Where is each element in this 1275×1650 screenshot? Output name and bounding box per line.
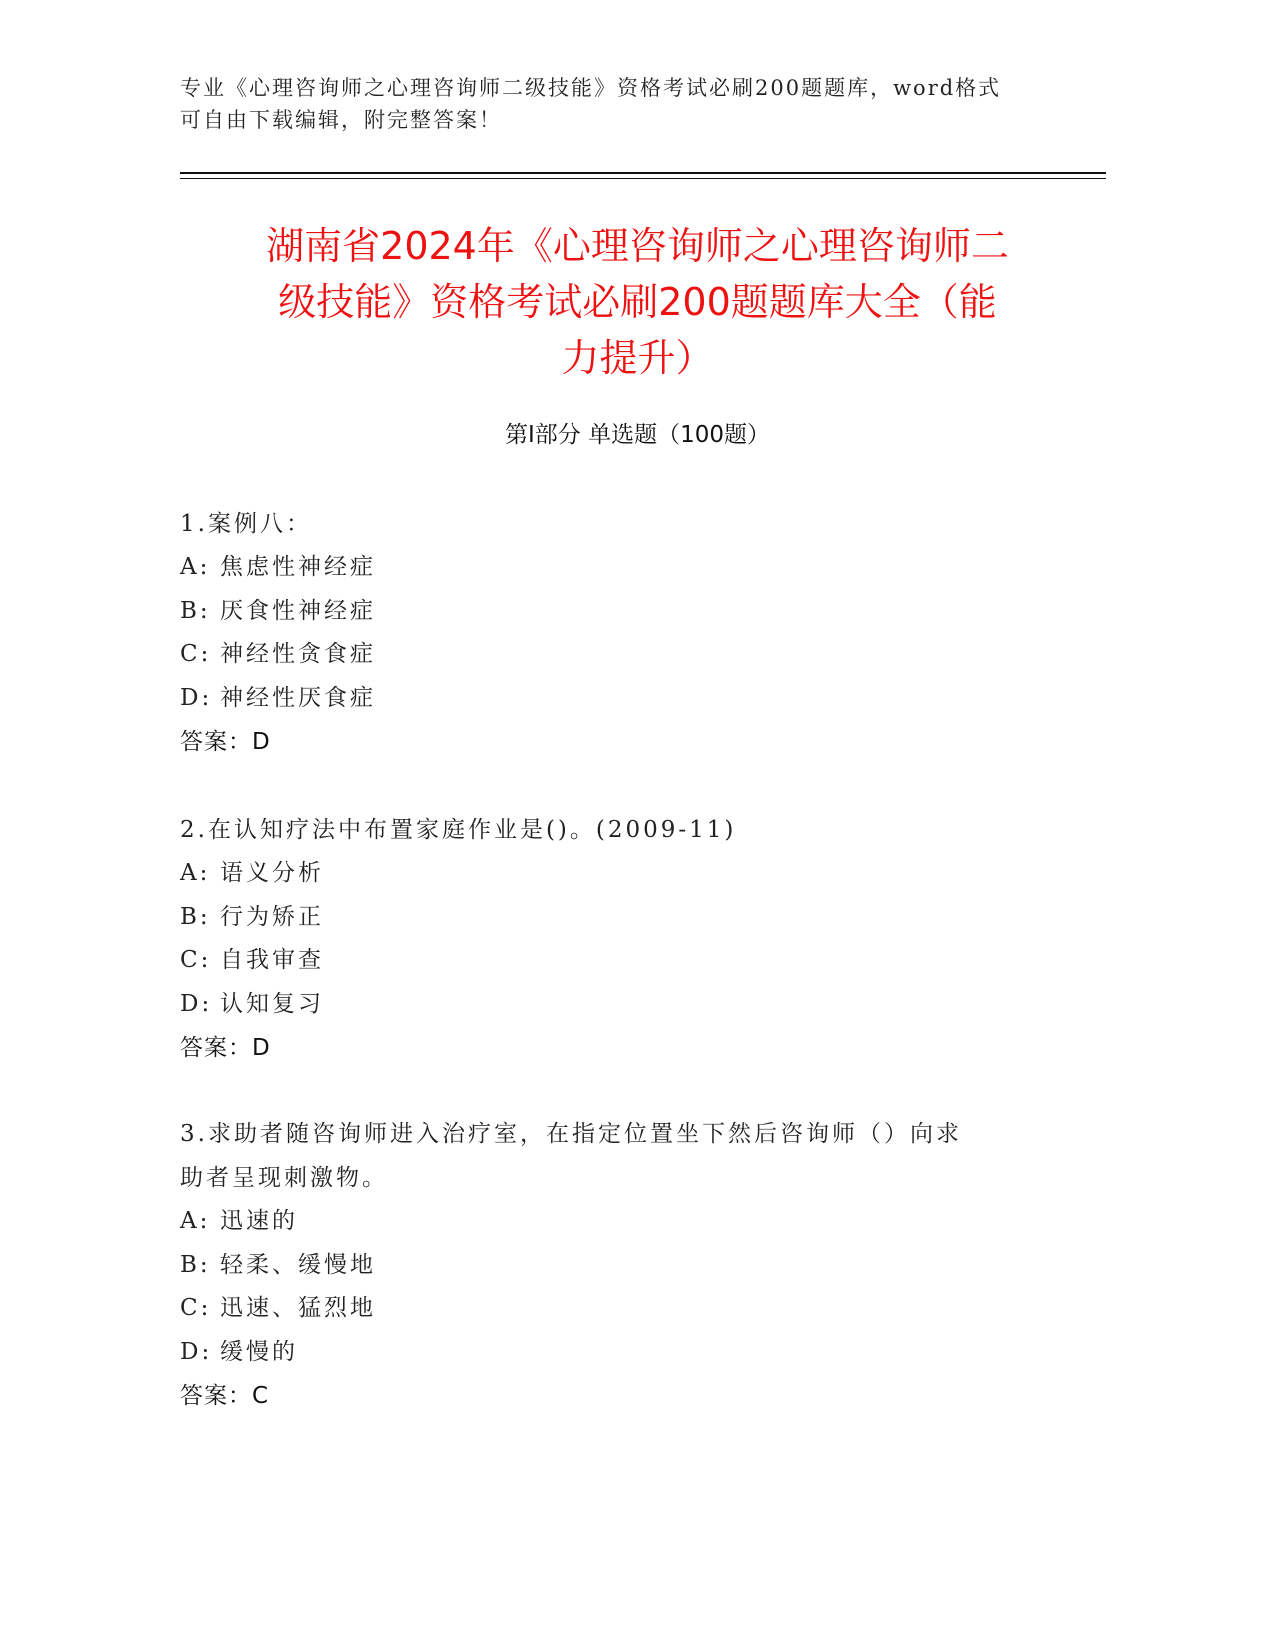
option-label: D:: [180, 1338, 213, 1365]
question-stem-line-2: 助者呈现刺激物。: [180, 1165, 388, 1191]
option-text: 自我审查: [220, 947, 324, 973]
option-label: D:: [180, 990, 213, 1017]
question-stem-line-1: 3.求助者随咨询师进入治疗室，在指定位置坐下然后咨询师（）向求: [180, 1121, 962, 1147]
option-c: [180, 939, 1080, 983]
question-stem: 1.案例八：: [180, 511, 312, 537]
option-label: C:: [180, 641, 212, 667]
option-a: [180, 1200, 1080, 1244]
option-label: A:: [180, 1208, 211, 1234]
document-header: [180, 72, 1080, 136]
option-label: D:: [180, 684, 213, 711]
option-d: [180, 983, 1080, 1027]
option-b: [180, 896, 1080, 940]
question-2: [180, 808, 1080, 1070]
option-text: 认知复习: [220, 990, 324, 1017]
answer: 答案：C: [180, 1383, 270, 1409]
title-line-2: 级技能》资格考试必刷200题题库大全（能: [278, 280, 997, 324]
question-1: [180, 502, 1080, 764]
option-b: [180, 590, 1080, 634]
answer: 答案：D: [180, 1035, 271, 1061]
header-rule-thick: [180, 172, 1106, 174]
question-3: [180, 1112, 1080, 1418]
option-text: 神经性贪食症: [220, 641, 376, 667]
header-line-2: 可自由下载编辑，附完整答案！: [180, 108, 502, 132]
option-text: 轻柔、缓慢地: [220, 1251, 376, 1278]
option-label: A:: [180, 554, 211, 580]
option-d: [180, 1331, 1080, 1375]
option-b: [180, 1244, 1080, 1288]
question-stem: 2.在认知疗法中布置家庭作业是()。(2009-11): [180, 817, 737, 843]
option-c: [180, 1287, 1080, 1331]
header-rule-thin: [180, 178, 1106, 179]
option-d: [180, 677, 1080, 721]
header-line-1: 专业《心理咨询师之心理咨询师二级技能》资格考试必刷200题题库，word格式: [180, 76, 1002, 100]
title-line-1: 湖南省2024年《心理咨询师之心理咨询师二: [266, 224, 1009, 268]
option-text: 神经性厌食症: [220, 684, 376, 711]
option-label: C:: [180, 947, 212, 973]
option-text: 语义分析: [220, 860, 324, 886]
option-text: 缓慢的: [220, 1338, 298, 1365]
option-c: [180, 633, 1080, 677]
option-label: B:: [180, 903, 211, 930]
option-a: [180, 546, 1080, 590]
section-heading: 第Ⅰ部分 单选题（100题）: [505, 422, 770, 448]
option-text: 行为矫正: [220, 903, 324, 930]
option-text: 迅速的: [220, 1208, 298, 1234]
option-label: B:: [180, 597, 211, 624]
option-text: 迅速、猛烈地: [220, 1295, 376, 1321]
option-label: C:: [180, 1295, 212, 1321]
answer: 答案：D: [180, 729, 271, 755]
title-line-3: 力提升）: [561, 336, 714, 380]
option-label: B:: [180, 1251, 211, 1278]
document-title: [160, 218, 1115, 386]
option-label: A:: [180, 860, 211, 886]
option-a: [180, 852, 1080, 896]
option-text: 焦虑性神经症: [220, 554, 376, 580]
option-text: 厌食性神经症: [220, 597, 376, 624]
